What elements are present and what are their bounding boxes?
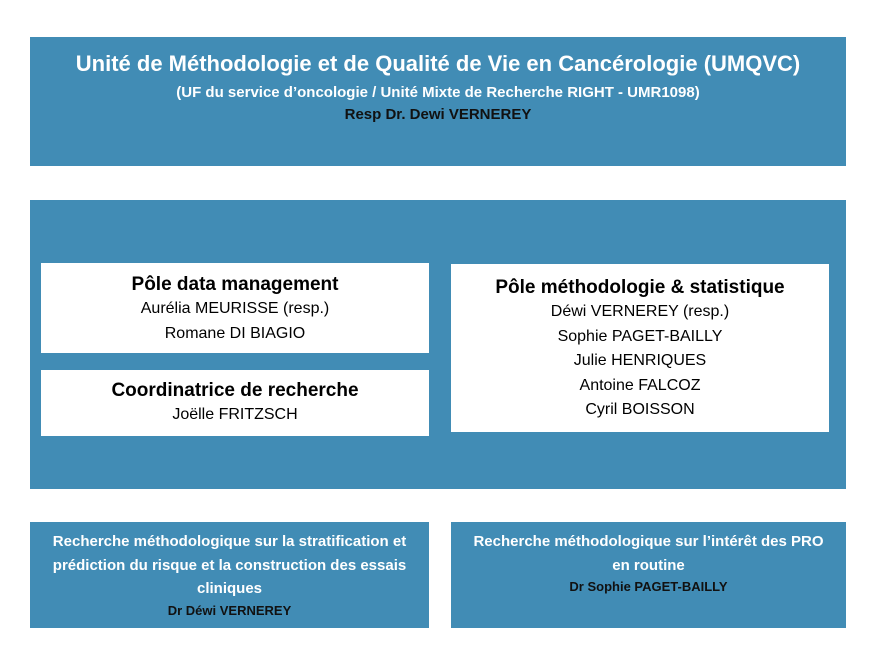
- team-member: Cyril BOISSON: [585, 401, 695, 418]
- unit-title: Unité de Méthodologie et de Qualité de Vie en Cancérologie (UMQVC): [75, 51, 801, 76]
- team-member: Aurélia MEURISSE (resp.): [140, 300, 330, 317]
- team-member: Julie HENRIQUES: [573, 352, 707, 369]
- research-coordinator-title: Coordinatrice de recherche: [111, 380, 359, 401]
- pole-methodology-card: [451, 264, 829, 432]
- research-axis-risk-box: [30, 522, 429, 628]
- team-member: Romane DI BIAGIO: [164, 324, 306, 342]
- research-axis-pro-box: [451, 522, 846, 628]
- research-axis-responsible: Dr Déwi VERNEREY: [167, 602, 292, 618]
- pole-data-management-card: [41, 263, 429, 353]
- research-coordinator-card: [41, 370, 429, 436]
- team-member: Joëlle FRITZSCH: [172, 406, 298, 423]
- team-member: Antoine FALCOZ: [579, 376, 701, 394]
- unit-subtitle: (UF du service d’oncologie / Unité Mixte de Recherche RIGHT - UMR1098): [176, 84, 700, 101]
- research-axis-title: Recherche méthodologique sur l’intérêt des PRO en routine: [473, 533, 824, 574]
- pole-methodology-title: Pôle méthodologie & statistique: [495, 277, 785, 298]
- team-member: Déwi VERNEREY (resp.): [550, 303, 730, 320]
- research-axis-responsible: Dr Sophie PAGET-BAILLY: [569, 579, 728, 594]
- research-axis-title: Recherche méthodologique sur la stratification et prédiction du risque et la construction des essais cliniques: [52, 533, 407, 597]
- unit-header-box: [30, 37, 846, 166]
- team-member: Sophie PAGET-BAILLY: [557, 327, 723, 345]
- pole-data-management-title: Pôle data management: [131, 274, 339, 295]
- unit-responsible: Resp Dr. Dewi VERNEREY: [344, 106, 532, 123]
